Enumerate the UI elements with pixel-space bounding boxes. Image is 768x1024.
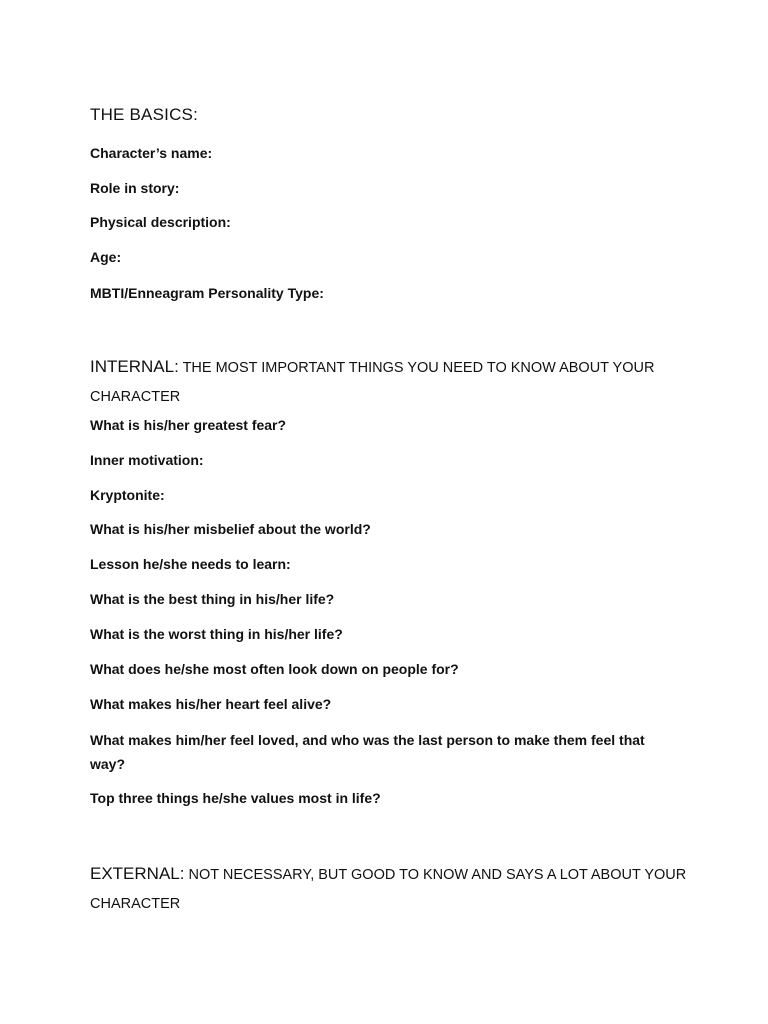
field-lesson: Lesson he/she needs to learn: <box>90 556 291 572</box>
field-character-name: Character’s name: <box>90 145 213 161</box>
field-best-thing: What is the best thing in his/her life? <box>90 591 335 607</box>
external-heading-subtitle: NOT NECESSARY, BUT GOOD TO KNOW AND SAYS A LOT ABOUT YOUR CHARACTER <box>90 867 687 912</box>
field-misbelief: What is his/her misbelief about the world? <box>90 521 371 537</box>
external-heading-title: EXTERNAL: <box>90 864 185 883</box>
internal-heading <box>90 352 690 410</box>
field-top-three-values: Top three things he/she values most in life? <box>90 790 381 806</box>
field-look-down-on: What does he/she most often look down on people for? <box>90 661 459 677</box>
field-age: Age: <box>90 249 122 265</box>
field-heart-alive: What makes his/her heart feel alive? <box>90 696 332 712</box>
field-physical-description: Physical description: <box>90 214 231 230</box>
basics-heading: THE BASICS: <box>90 105 199 124</box>
external-heading <box>90 859 690 917</box>
internal-heading-title: INTERNAL: <box>90 357 179 376</box>
field-greatest-fear: What is his/her greatest fear? <box>90 417 287 433</box>
internal-heading-subtitle: THE MOST IMPORTANT THINGS YOU NEED TO KNOW ABOUT YOUR CHARACTER <box>90 360 655 405</box>
field-personality-type: MBTI/Enneagram Personality Type: <box>90 285 324 301</box>
field-kryptonite: Kryptonite: <box>90 487 165 503</box>
field-feel-loved: What makes him/her feel loved, and who was the last person to make them feel that way? <box>90 732 645 772</box>
field-worst-thing: What is the worst thing in his/her life? <box>90 626 343 642</box>
field-inner-motivation: Inner motivation: <box>90 452 204 468</box>
field-role-in-story: Role in story: <box>90 180 180 196</box>
